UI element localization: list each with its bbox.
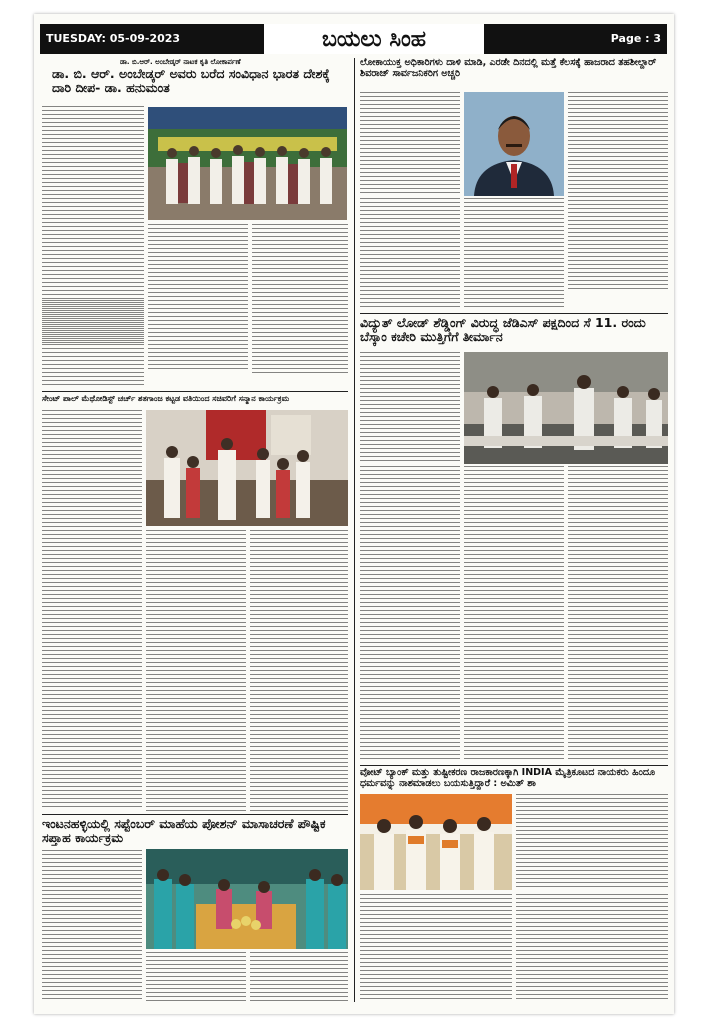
lokayukta-body-col-1b <box>360 198 460 310</box>
divider <box>42 391 348 392</box>
lokayukta-headline: ಲೋಕಾಯುಕ್ತ ಅಧಿಕಾರಿಗಳು ದಾಳಿ ಮಾಡಿ, ಎರಡೇ ದಿನದಲ್ಲಿ ಮತ್ತೆ ಕೆಲಸಕ್ಕೆ ಹಾಜರಾದ ತಹಶೀಲ್ದಾರ್ ಶಿವರಾಜ್ ಸಾರ್ವಜನಿಕರಿಗ ಅಚ್ಚರಿ <box>360 57 657 79</box>
page-number: Page : 3 <box>610 32 661 45</box>
india-body-col-1 <box>360 894 512 1002</box>
jds-body-col-3 <box>568 466 668 762</box>
poshan-event-photo <box>146 849 348 949</box>
ambedkar-body-col-1b <box>42 300 144 388</box>
newspaper-title: ಬಯಲು ಸಿಂಹ <box>264 24 484 54</box>
india-headline: ವೋಟ್ ಬ್ಯಾಂಕ್ ಮತ್ತು ತುಷ್ಟೀಕರಣ ರಾಜಕಾರಣಕ್ಕಾಗಿ INDIA ಮೈತ್ರಿಕೂಟದ ನಾಯಕರು ಹಿಂದೂ ಧರ್ಮವನ್ನು ನಾಶಮಾಡಲು ಬಯಸುತ್ತಿದ್ದಾರೆ : ಅಮಿತ್ ಶಾ <box>360 767 656 789</box>
jds-body-col-2 <box>464 466 564 762</box>
ambedkar-body-col-2 <box>148 224 248 372</box>
lokayukta-body-col-3 <box>568 92 668 292</box>
lokayukta-body-col-1 <box>360 92 460 196</box>
masthead <box>40 24 667 54</box>
divider <box>360 765 668 766</box>
poshan-headline: ಇಂಟನಹಳ್ಳಿಯಲ್ಲಿ ಸಪ್ಟೆಂಬರ್ ಮಾಹೆಯ ಪೋಶನ್ ಮಾಸಾಚರಣೆ ಪೌಷ್ಟಿಕ ಸಪ್ತಾಹ ಕಾರ್ಯಕ್ರಮ <box>42 816 326 846</box>
stpaul-body-col-1 <box>42 410 142 810</box>
jds-meeting-photo <box>464 352 668 464</box>
poshan-body-col-2 <box>146 952 246 1002</box>
ambedkar-kicker: ಡಾ. ಬಿ.ಆರ್. ಅಂಬೇಡ್ಕರ್ ನಾಟಕ ಕೃತಿ ಲೋಕಾರ್ಪಣೆ <box>120 58 241 66</box>
india-body-col-top <box>516 794 668 890</box>
stpaul-event-photo <box>146 410 348 526</box>
stpaul-body-col-2 <box>146 530 246 812</box>
jds-headline: ವಿದ್ಯುತ್ ಲೋಡ್ ಶೆಡ್ಡಿಂಗ್ ವಿರುದ್ಧ ಜೆಡಿಎಸ್ ಪಕ್ಷದಿಂದ ಸೆ 11. ರಂದು ಬೆಸ್ಕಾಂ ಕಚೇರಿ ಮುತ್ತಿಗೆಗೆ ತೀರ್ಮಾನ <box>360 315 646 345</box>
ambedkar-event-photo <box>148 107 347 220</box>
divider <box>360 313 668 314</box>
lokayukta-body-col-2 <box>464 198 564 310</box>
india-body-col-2 <box>516 894 668 1002</box>
divider <box>42 814 348 815</box>
poshan-body-col-1 <box>42 850 142 1000</box>
poshan-body-col-3 <box>250 952 348 1002</box>
column-divider <box>354 58 355 1002</box>
amit-shah-photo <box>360 794 512 890</box>
stpaul-headline: ಸೇಂಟ್ ಪಾಲ್ ಮೆಥೋಡಿಸ್ಟ್ ಚರ್ಚ್ ಶತಗಾಂಜ ಕಟ್ಟಡ ವತಿಯಿಂದ ಸಚಿವರಿಗೆ ಸನ್ಮಾನ ಕಾರ್ಯಕ್ರಮ <box>42 394 290 403</box>
issue-date: TUESDAY: 05-09-2023 <box>46 32 181 45</box>
jds-body-col-1b <box>360 466 460 762</box>
ambedkar-body-col-3 <box>252 224 348 374</box>
tahsildar-portrait-photo <box>464 92 564 196</box>
jds-body-col-1 <box>360 352 460 462</box>
ambedkar-headline: ಡಾ. ಬಿ. ಆರ್. ಅಂಬೇಡ್ಕರ್ ಅವರು ಬರೆದ ಸಂವಿಧಾನ ಭಾರತ ದೇಶಕ್ಕೆ ದಾರಿ ದೀಪ- ಡಾ. ಹನುಮಂತ <box>52 66 330 96</box>
stpaul-body-col-3 <box>250 530 348 812</box>
